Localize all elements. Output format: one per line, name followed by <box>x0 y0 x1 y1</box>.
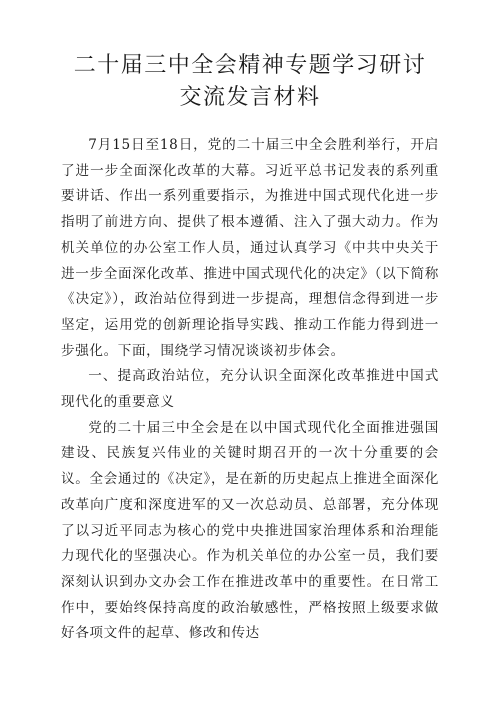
paragraph-intro: 7月15日至18日，党的二十届三中全会胜利举行，开启了进一步全面深化改革的大幕。习近平总书记发表的系列重要讲话、作出一系列重要指示，为推进中国式现代化进一步指明了前进方向、提供了根本遵循、注入了强大动力。作为机关单位的办公室工作人员，通过认真学习《中共中央关于进一步全面深化改革、推进中国式现代化的决定》（以下简称《决定》），政治站位得到进一步提高，理想信念得到进一步坚定，运用党的创新理论指导实践、推动工作能力得到进一步强化。下面，围绕学习情况谈谈初步体会。 <box>61 137 439 359</box>
paragraph-section-1: 党的二十届三中全会是在以中国式现代化全面推进强国建设、民族复兴伟业的关键时期召开的一次十分重要的会议。全会通过的《决定》，是在新的历史起点上推进全面深化改革向广度和深度进军的又一次总动员、总部署，充分体现了以习近平同志为核心的党中央推进国家治理体系和治理能力现代化的坚强决心。作为机关单位的办公室一员，我们要深刻认识到办文办会工作在推进改革中的重要性。在日常工作中，要始终保持高度的政治敏感性，严格按照上级要求做好各项文件的起草、修改和传达 <box>61 419 439 642</box>
document-body <box>61 133 439 647</box>
document-title: 二十届三中全会精神专题学习研讨交流发言材料 <box>73 53 427 110</box>
section-heading-1: 一、提高政治站位，充分认识全面深化改革推进中国式现代化的重要意义 <box>61 368 439 411</box>
